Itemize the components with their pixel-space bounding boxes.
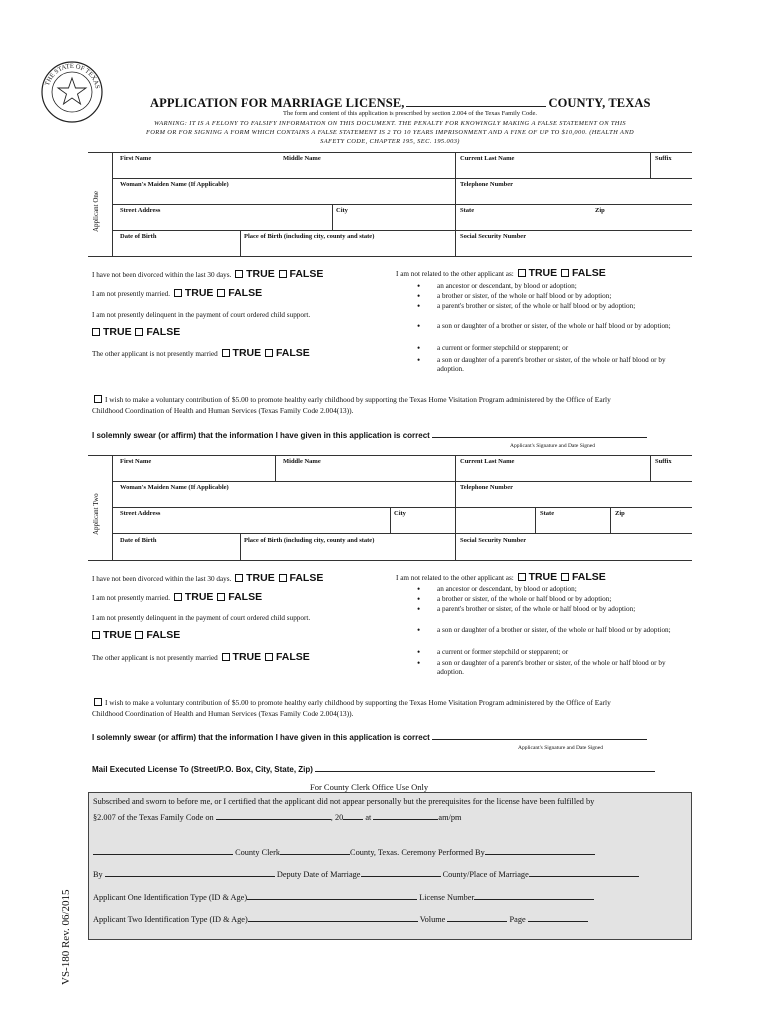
applicant-two-side-label: Applicant Two — [92, 493, 100, 535]
texas-state-seal — [40, 60, 104, 124]
a2-dob[interactable]: Date of Birth — [120, 537, 157, 544]
a2-divorced-false-checkbox[interactable] — [279, 574, 287, 582]
a1-swear-statement: I solemnly swear (or affirm) that the information I have given in this application is correct — [92, 431, 647, 440]
a2-other-married-true-checkbox[interactable] — [222, 653, 230, 661]
license-number-field[interactable] — [474, 899, 594, 900]
a1-married-true-checkbox[interactable] — [174, 289, 182, 297]
clerk-sworn-line: Subscribed and sworn to before me, or I certified that the applicant did not appear personally but the prerequisites for the license have been fulfilled by — [93, 797, 595, 806]
a2-delinquent-false-checkbox[interactable] — [135, 631, 143, 639]
a2-first-name[interactable]: First Name — [120, 458, 152, 465]
a1-city[interactable]: City — [336, 207, 348, 214]
clerk-deputy-line: By Deputy Date of Marriage County/Place of Marriage — [93, 870, 639, 879]
a1-pob[interactable]: Place of Birth (including city, county and state) — [244, 233, 375, 240]
a2-last-name[interactable]: Current Last Name — [460, 458, 515, 465]
a2-married-statement: I am not presently married. TRUE FALSE — [92, 591, 263, 603]
a2-divorced-true-checkbox[interactable] — [235, 574, 243, 582]
list-item: • a son or daughter of a parent's brother or sister, of the whole or half blood or by adoption. — [417, 658, 666, 676]
a2-contribution-checkbox[interactable] — [94, 698, 102, 706]
list-item: • a parent's brother or sister, of the whole or half blood or by adoption; — [417, 301, 636, 311]
a2-delinquent-statement: I am not presently delinquent in the payment of court ordered child support. — [92, 614, 311, 622]
date-of-marriage-field[interactable] — [361, 876, 441, 877]
a1-married-false-checkbox[interactable] — [217, 289, 225, 297]
applicant-two-id-field[interactable] — [248, 921, 418, 922]
a1-delinquent-options: TRUE FALSE — [90, 326, 180, 338]
a1-suffix[interactable]: Suffix — [655, 155, 672, 162]
list-item: • an ancestor or descendant, by blood or adoption; — [417, 281, 577, 291]
a1-first-name[interactable]: First Name — [120, 155, 152, 162]
clerk-date-line: §2.007 of the Texas Family Code on , 20 at am/pm — [93, 813, 462, 822]
warning-line-3: SAFETY CODE, CHAPTER 195, SEC. 195.003) — [320, 138, 460, 145]
a1-delinquent-statement: I am not presently delinquent in the payment of court ordered child support. — [92, 311, 311, 319]
list-item: • a current or former stepchild or stepparent; or — [417, 343, 569, 353]
a1-married-statement: I am not presently married. TRUE FALSE — [92, 287, 263, 299]
applicant-one-id-field[interactable] — [247, 899, 417, 900]
a1-related-true-checkbox[interactable] — [518, 269, 526, 277]
a1-other-married-statement: The other applicant is not presently married TRUE FALSE — [92, 347, 310, 359]
a2-married-true-checkbox[interactable] — [174, 593, 182, 601]
a1-maiden-name[interactable]: Woman's Maiden Name (If Applicable) — [120, 181, 229, 188]
a1-street[interactable]: Street Address — [120, 207, 161, 214]
county-name-blank[interactable] — [406, 97, 546, 107]
mail-license-line: Mail Executed License To (Street/P.O. Box, City, State, Zip) — [92, 765, 655, 774]
clerk-time-field[interactable] — [373, 819, 438, 820]
a2-signature-label: Applicant's Signature and Date Signed — [518, 745, 604, 751]
deputy-name-field[interactable] — [105, 876, 275, 877]
county-clerk-name-field[interactable] — [93, 854, 233, 855]
clerk-date-field[interactable] — [216, 819, 331, 820]
a2-other-married-false-checkbox[interactable] — [265, 653, 273, 661]
list-item: • a parent's brother or sister, of the whole or half blood or by adoption; — [417, 604, 636, 614]
subtitle: The form and content of this application is prescribed by section 2.004 of the Texas Family Code. — [283, 110, 537, 117]
page-field[interactable] — [528, 921, 588, 922]
a2-swear-statement: I solemnly swear (or affirm) that the information I have given in this application is correct — [92, 733, 647, 742]
a1-related-false-checkbox[interactable] — [561, 269, 569, 277]
a1-other-married-false-checkbox[interactable] — [265, 349, 273, 357]
a2-other-married-statement: The other applicant is not presently married TRUE FALSE — [92, 651, 310, 663]
a1-middle-name[interactable]: Middle Name — [283, 155, 321, 162]
applicant-one-side-label: Applicant One — [92, 190, 100, 232]
a1-contribution-checkbox[interactable] — [94, 395, 102, 403]
county-place-of-marriage-field[interactable] — [529, 876, 639, 877]
county-clerk-box — [88, 792, 692, 940]
list-item: • a son or daughter of a brother or sister, of the whole or half blood or by adoption; — [417, 625, 671, 635]
ceremony-performed-by-field[interactable] — [485, 854, 595, 855]
a2-state[interactable]: State — [540, 510, 555, 517]
a1-divorced-false-checkbox[interactable] — [279, 270, 287, 278]
a1-other-married-true-checkbox[interactable] — [222, 349, 230, 357]
a2-zip[interactable]: Zip — [615, 510, 625, 517]
warning-line-2: FORM OR FOR SIGNING A FORM WHICH CONTAINS A FALSE STATEMENT IS 2 TO 10 YEARS IMPRISONMENT AND A FINE OF UP TO $10,000. (HEALTH AND — [145, 129, 635, 136]
a1-last-name[interactable]: Current Last Name — [460, 155, 515, 162]
form-title: APPLICATION FOR MARRIAGE LICENSE, COUNTY, TEXAS — [150, 96, 651, 110]
a2-divorced-statement: I have not been divorced within the last 30 days. TRUE FALSE — [92, 572, 324, 584]
a2-pob[interactable]: Place of Birth (including city, county and state) — [244, 537, 375, 544]
a1-dob[interactable]: Date of Birth — [120, 233, 157, 240]
list-item: • a current or former stepchild or stepparent; or — [417, 647, 569, 657]
a1-telephone[interactable]: Telephone Number — [460, 181, 514, 188]
a2-delinquent-true-checkbox[interactable] — [92, 631, 100, 639]
a2-related-true-checkbox[interactable] — [518, 573, 526, 581]
clerk-year-field[interactable] — [343, 819, 363, 820]
a2-ssn[interactable]: Social Security Number — [460, 537, 527, 544]
a2-not-related-statement: I am not related to the other applicant as: TRUE FALSE — [396, 571, 606, 583]
warning-line-1: WARNING: IT IS A FELONY TO FALSIFY INFORMATION ON THIS DOCUMENT. THE PENALTY FOR KNOWINGLY MAKING A FALSE STATEMENT ON THIS — [154, 120, 626, 127]
list-item: • a son or daughter of a parent's brother or sister, of the whole or half blood or by adoption. — [417, 355, 666, 373]
a1-divorced-true-checkbox[interactable] — [235, 270, 243, 278]
a1-not-related-statement: I am not related to the other applicant as: TRUE FALSE — [396, 267, 606, 279]
a2-telephone[interactable]: Telephone Number — [460, 484, 514, 491]
a2-middle-name[interactable]: Middle Name — [283, 458, 321, 465]
list-item: • a brother or sister, of the whole or half blood or by adoption; — [417, 594, 612, 604]
a1-divorced-statement: I have not been divorced within the last 30 days. TRUE FALSE — [92, 268, 324, 280]
a1-signature-label: Applicant's Signature and Date Signed — [510, 443, 596, 449]
a2-delinquent-options: TRUE FALSE — [90, 629, 180, 641]
volume-field[interactable] — [447, 921, 507, 922]
a1-ssn[interactable]: Social Security Number — [460, 233, 527, 240]
mail-address-field[interactable] — [315, 771, 655, 772]
clerk-id1-line: Applicant One Identification Type (ID & Age) License Number — [93, 893, 594, 902]
list-item: • an ancestor or descendant, by blood or adoption; — [417, 584, 577, 594]
a1-delinquent-true-checkbox[interactable] — [92, 328, 100, 336]
clerk-name-line: County Clerk County, Texas. Ceremony Performed By — [93, 848, 595, 857]
form-id: VS-180 Rev. 06/2015 — [60, 889, 72, 985]
svg-text:THE STATE OF TEXAS: THE STATE OF TEXAS — [43, 62, 101, 90]
clerk-section-title: For County Clerk Office Use Only — [310, 782, 429, 792]
a2-contribution-paragraph: I wish to make a voluntary contribution of $5.00 to promote healthy early childhood by supporting the Texas Home Visitation Program administered by the Office of Early Childhood Coordination of Health and Human Services (Texas Family Code 2.004(13)). — [92, 698, 611, 718]
a2-married-false-checkbox[interactable] — [217, 593, 225, 601]
list-item: • a son or daughter of a brother or sister, of the whole or half blood or by adoption; — [417, 321, 671, 331]
a1-delinquent-false-checkbox[interactable] — [135, 328, 143, 336]
a1-state[interactable]: State — [460, 207, 475, 214]
a2-maiden-name[interactable]: Woman's Maiden Name (If Applicable) — [120, 484, 229, 491]
a2-suffix[interactable]: Suffix — [655, 458, 672, 465]
a1-contribution-paragraph: I wish to make a voluntary contribution of $5.00 to promote healthy early childhood by supporting the Texas Home Visitation Program administered by the Office of Early Childhood Coordination of Health and Human Services (Texas Family Code 2.004(13)). — [92, 395, 611, 415]
a2-related-false-checkbox[interactable] — [561, 573, 569, 581]
clerk-id2-line: Applicant Two Identification Type (ID & Age) Volume Page — [93, 915, 588, 924]
a1-signature-line[interactable] — [432, 437, 647, 438]
county-name-field[interactable] — [280, 854, 350, 855]
a1-zip[interactable]: Zip — [595, 207, 605, 214]
a2-street[interactable]: Street Address — [120, 510, 161, 517]
list-item: • a brother or sister, of the whole or half blood or by adoption; — [417, 291, 612, 301]
a2-city[interactable]: City — [394, 510, 406, 517]
a2-signature-line[interactable] — [432, 739, 647, 740]
